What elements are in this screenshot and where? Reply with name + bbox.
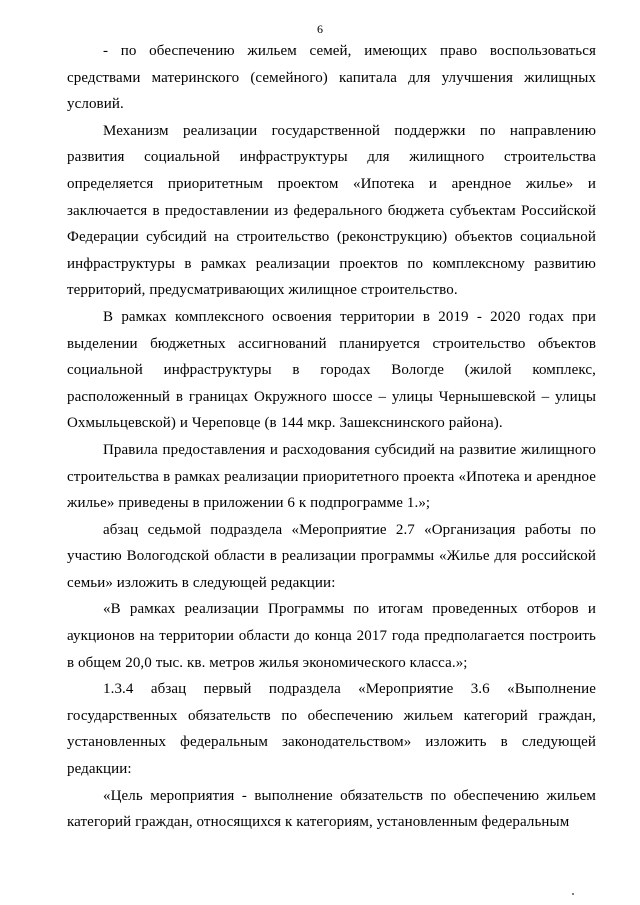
- document-body: [67, 38, 596, 836]
- paragraph-program-results: «В рамках реализации Программы по итогам проведенных отборов и аукционов на территории области до конца 2017 года предполагается построить в общем 20,0 тыс. кв. метров жилья экономического класса.»;: [67, 601, 596, 671]
- paragraph-measure-goal: «Цель мероприятия - выполнение обязательств по обеспечению жильем категорий граждан, относящихся к категориям, установленным федеральным: [67, 787, 596, 831]
- page-number: 6: [317, 22, 323, 36]
- scan-speck: [572, 893, 574, 895]
- paragraph-section-seven: абзац седьмой подраздела «Мероприятие 2.7 «Организация работы по участию Вологодской области в реализации программы «Жилье для российской семьи» изложить в следующей редакции:: [67, 521, 596, 591]
- paragraph-territory-development: В рамках комплексного освоения территории в 2019 - 2020 годах при выделении бюджетных ассигнований планируется строительство объектов социальной инфраструктуры в городах Вологде (жилой комплекс, расположенный в границах Окружного шоссе – улицы Чернышевской – улицы Охмыльцевской) и Череповце (в 144 мкр. Зашекснинского района).: [67, 308, 596, 432]
- paragraph-item-1-3-4: 1.3.4 абзац первый подраздела «Мероприятие 3.6 «Выполнение государственных обязательств по обеспечению жильем категорий граждан, установленных федеральным законодательством» изложить в следующей редакции:: [67, 681, 596, 778]
- paragraph-housing-families: - по обеспечению жильем семей, имеющих право воспользоваться средствами материнского (семейного) капитала для улучшения жилищных условий.: [67, 43, 596, 113]
- paragraph-subsidy-rules: Правила предоставления и расходования субсидий на развитие жилищного строительства в рамках реализации приоритетного проекта «Ипотека и арендное жилье» приведены в приложении 6 к подпрограмме 1.»;: [67, 441, 596, 512]
- paragraph-support-mechanism: Механизм реализации государственной поддержки по направлению развития социальной инфраструктуры для жилищного строительства определяется приоритетным проектом «Ипотека и арендное жилье» и заключается в предоставлении из федерального бюджета субъектам Российской Федерации субсидий на строительство (реконструкцию) объектов социальной инфраструктуры в рамках реализации проектов по комплексному развитию территорий, предусматривающих жилищное строительство.: [67, 122, 596, 299]
